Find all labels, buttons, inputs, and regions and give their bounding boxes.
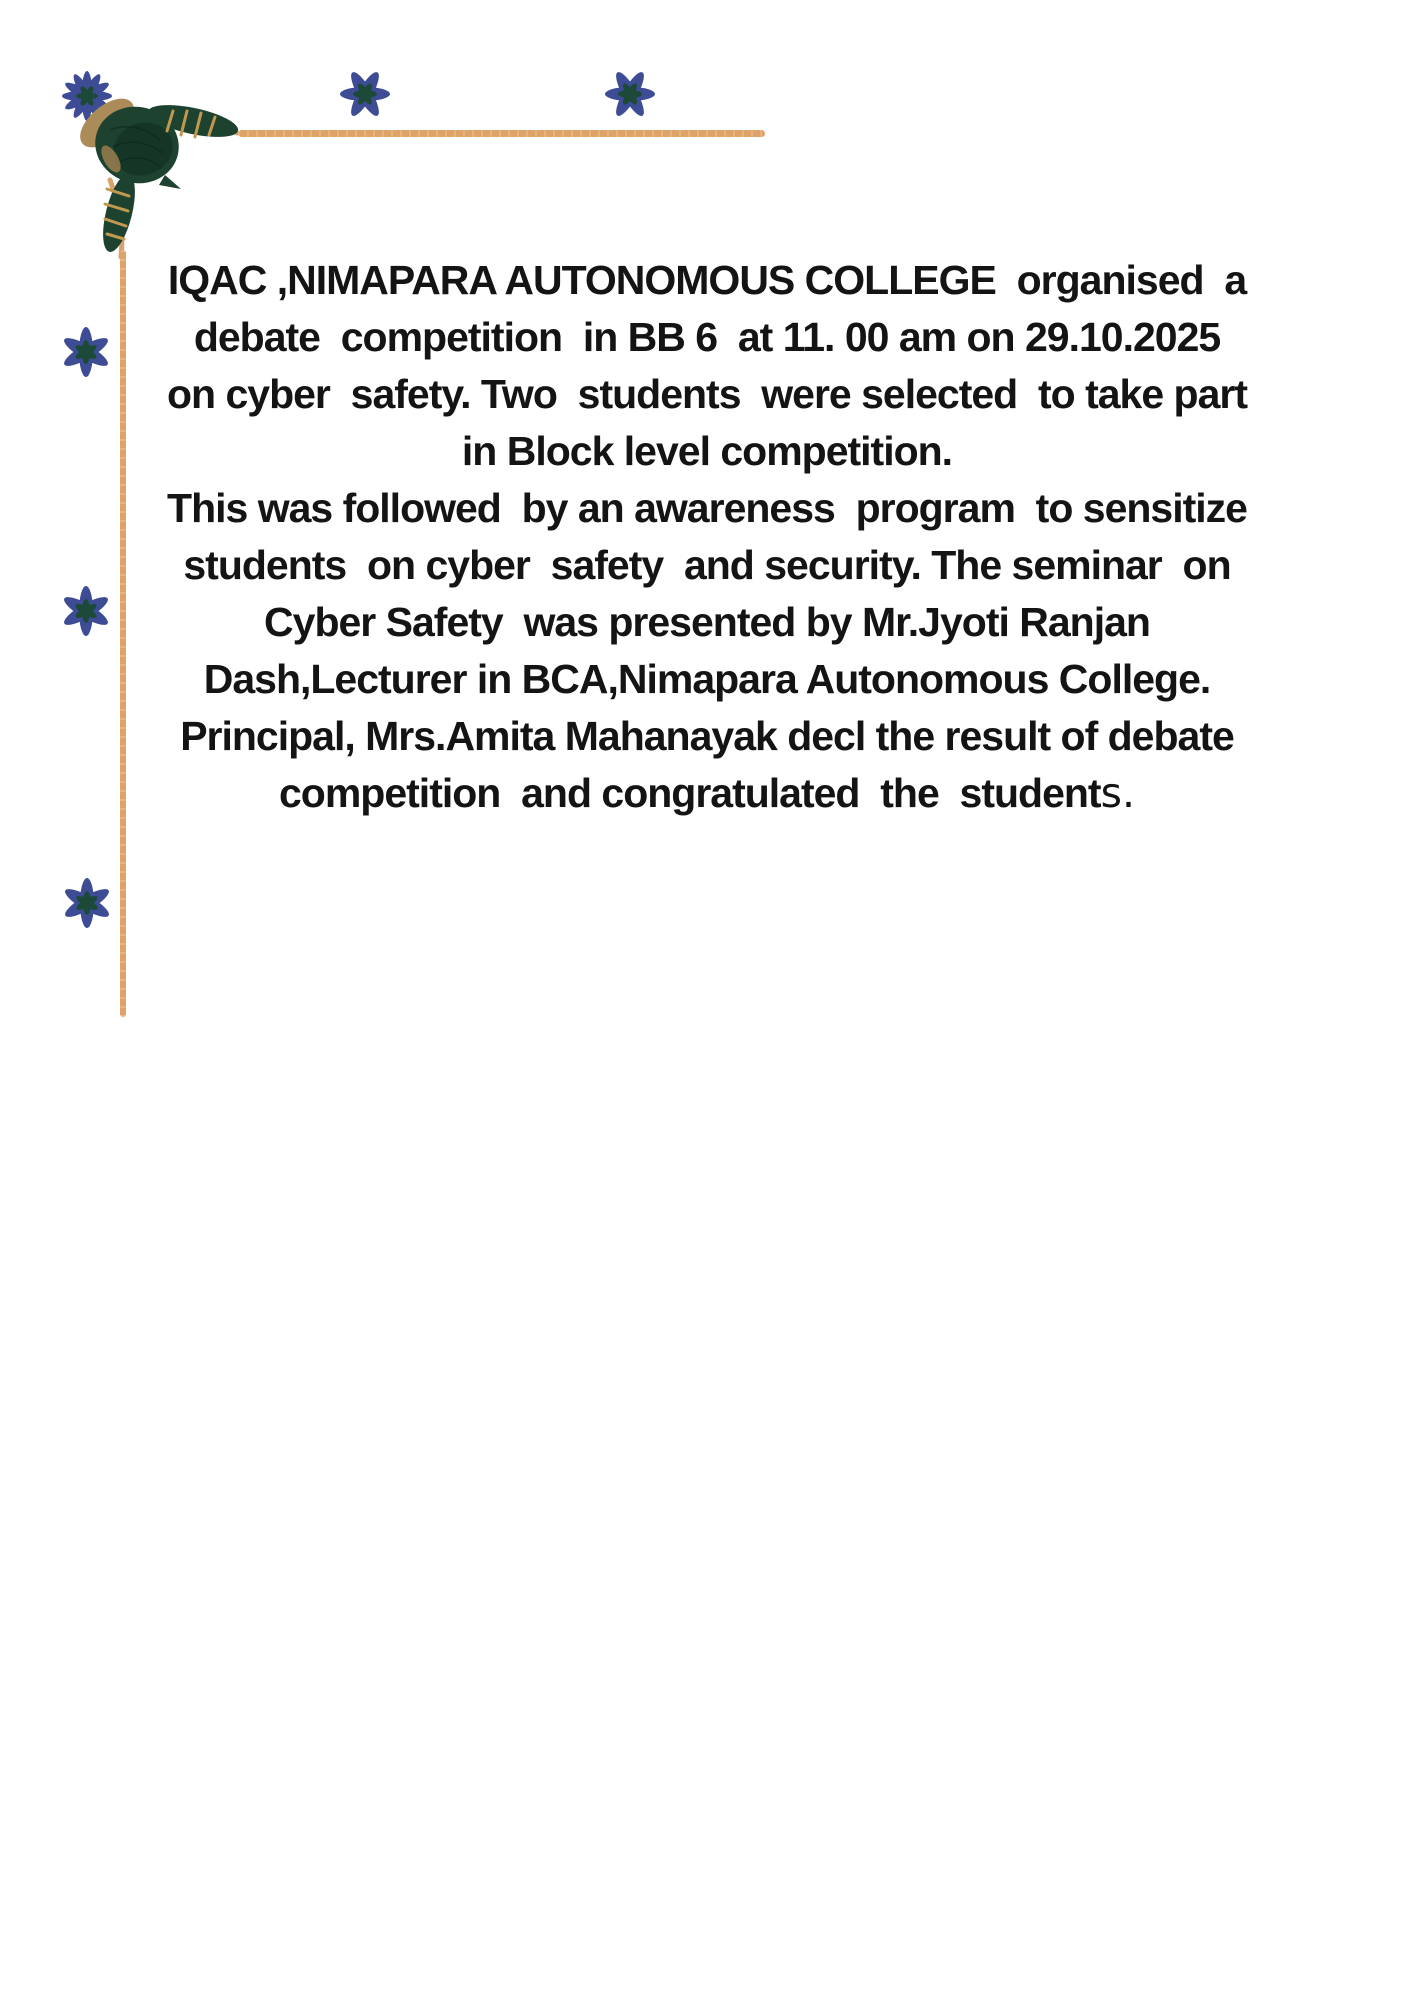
asterisk-flower-icon: [603, 67, 657, 121]
article-line: Principal, Mrs.Amita Mahanayak decl the result of debate: [180, 713, 1234, 759]
asterisk-flower-icon: [60, 876, 114, 930]
article-line: Cyber Safety was presented by Mr.Jyoti Ranjan: [264, 599, 1150, 645]
article-line-light-suffix: s.: [1100, 769, 1135, 817]
article-line: [70, 765, 1344, 822]
article-line: on cyber safety. Two students were selected to take part: [167, 371, 1247, 417]
article-line: This was followed by an awareness program to sensitize: [167, 485, 1247, 531]
article-line: in Block level competition.: [461, 428, 953, 474]
asterisk-flower-icon: [338, 67, 392, 121]
article-line: IQAC ,NIMAPARA AUTONOMOUS COLLEGE organised a: [167, 257, 1247, 303]
article-line: debate competition in BB 6 at 11. 00 am on 29.10.2025: [193, 314, 1221, 360]
top-horizontal-rule: [238, 130, 765, 137]
article-line: Dash,Lecturer in BCA,Nimapara Autonomous College.: [203, 656, 1211, 702]
article-line-bold-part: competition and congratulated the student: [279, 770, 1101, 816]
article-text: [70, 252, 1344, 822]
article-line: students on cyber safety and security. The seminar on: [183, 542, 1231, 588]
